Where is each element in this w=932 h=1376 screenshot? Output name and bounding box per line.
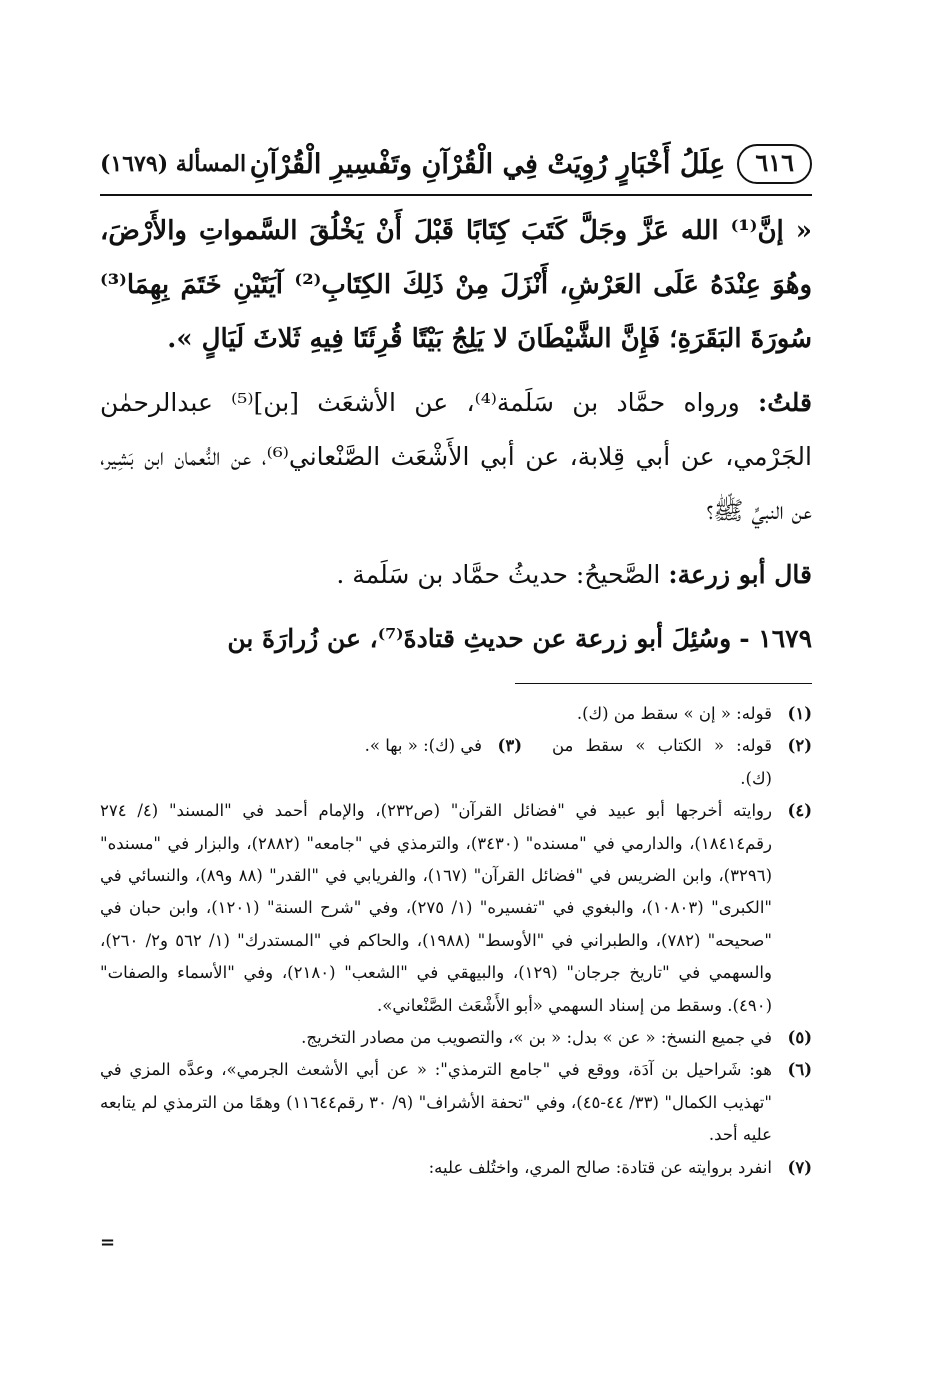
footnote-number: (٤) (787, 801, 812, 821)
footnote-divider (515, 683, 812, 684)
hadith-text: « إنَّ⁽¹⁾ الله عَزَّ وجَلَّ كَتَبَ كِتَابًا قَبْلَ أَنْ يَخْلُقَ السَّمواتِ والأَرْضَ، وهُوَ عِنْدَهُ عَلَى العَرْشِ، أَنْزَلَ مِنْ ذَلِكَ الكِتَابِ⁽²⁾ آيَتَيْنِ خَتَمَ بِهِمَا⁽³⁾ سُورَةَ البَقَرَةِ؛ فَإِنَّ الشَّيْطَانَ لا يَلِجُ بَيْتًا قُرِئَتَا فِيهِ ثَلاثَ لَيَالٍ ». (100, 216, 813, 354)
book-title: عِلَلُ أَخْبَارٍ رُوِيَتْ فِي الْقُرْآنِ وتَفْسِيرِ الْقُرْآنِ (249, 148, 726, 180)
abu-zura-text: الصَّحيحُ: حديثُ حمَّاد بن سَلَمة . (336, 560, 661, 589)
footnote-7 (100, 1152, 812, 1184)
footnote-number: (٢) (787, 736, 812, 756)
footnote-text: قوله: « الكتاب » سقط من (ك). (552, 736, 772, 788)
footnote-text: روايته أخرجها أبو عبيد في "فضائل القرآن" (ص٢٣٢)، والإمام أحمد في "المسند" (٤/ ٢٧٤ رقم١٨٤١٤)، والدارمي في "مسنده" (٣٤٣٠)، والترمذي في "جامعه" (٢٨٨٢)، والبزار في "مسنده" (٣٢٩٦)، وابن الضريس في "فضائل القرآن" (١٦٧)، والفريابي في "القدر" (٨٨ و٨٩)، والنسائي في "الكبرى" (١٠٨٠٣)، والبغوي في "تفسيره" (١/ ٢٧٥)، وفي "شرح السنة" (١٢٠١)، وابن حبان في "صحيحه" (٧٨٢)، والطبراني في "الأوسط" (١٩٨٨)، والحاكم في "المستدرك" (١/ ٥٦٢ و٢/ ٢٦٠)، والسهمي في "تاريخ جرجان" (١٢٩)، والبيهقي في "الشعب" (٢١٨٠)، وفي "الأسماء والصفات" (٤٩٠). وسقط من إسناد السهمي «أبو الأَشْعَث الصَّنْعاني». (100, 801, 773, 1015)
page-header (100, 140, 812, 188)
footnote-number: (٧) (787, 1157, 812, 1177)
abu-zura-paragraph (100, 548, 812, 602)
continued-mark: = (100, 1232, 116, 1253)
main-text (100, 204, 812, 666)
qultu-text: ورواه حمَّاد بن سَلَمة⁽⁴⁾، عن الأشعَث [بن]⁽⁵⁾ عبدالرحمٰن الجَرْمي، عن أبي قِلابة، عن أبي الأَشْعَث الصَّنْعاني⁽⁶⁾، عن النُّعمان ابن بَشِير، عن النبيِّ ﷺ؟ (100, 388, 812, 525)
issue-paragraph (100, 612, 812, 666)
footnote-1 (100, 698, 812, 730)
footnote-text: قوله: « إن » سقط من (ك). (576, 704, 772, 723)
footnote-2-3 (100, 730, 812, 795)
issue-number: ١٦٧٩ - (739, 624, 812, 653)
header-divider (100, 194, 812, 196)
footnote-number: (١) (787, 704, 812, 723)
footnote-number: (٣) (497, 736, 522, 756)
footnote-number: (٦) (787, 1060, 812, 1080)
footnote-number: (٥) (787, 1028, 812, 1048)
qultu-paragraph (100, 376, 812, 538)
page-number: ٦١٦ (737, 144, 812, 184)
footnote-6 (100, 1054, 812, 1151)
footnote-4 (100, 795, 812, 1022)
issue-start-text: وسُئِلَ أبو زرعة عن حديثِ قتادةَ⁽⁷⁾، عن زُرارَةَ بن (227, 624, 732, 653)
abu-zura-label: قال أبو زرعة: (668, 560, 812, 589)
footnote-text: في جميع النسخ: « عن » بدل: « بن »، والتصويب من مصادر التخريج. (301, 1028, 772, 1048)
footnote-text: هو: شَراحيل بن آدَة، ووقع في "جامع الترمذي": « عن أبي الأشعث الجرمي»، وعدَّه المزي في "تهذيب الكمال" (٣٣/ ٤٤-٤٥)، وفي "تحفة الأشراف" (٩/ ٣٠ رقم١١٦٤٤) وهمًا من الترمذي لم يتابعه عليه أحد. (100, 1060, 772, 1145)
footnotes (100, 698, 812, 1184)
issue-label: المسألة (١٦٧٩) (100, 151, 247, 177)
footnote-text: انفرد بروايته عن قتادة: صالح المري، واختُلف عليه: (428, 1157, 772, 1177)
footnote-text: في (ك): « بها ». (364, 736, 482, 756)
qultu-label: قلتُ: (757, 388, 812, 417)
footnote-5 (100, 1022, 812, 1054)
